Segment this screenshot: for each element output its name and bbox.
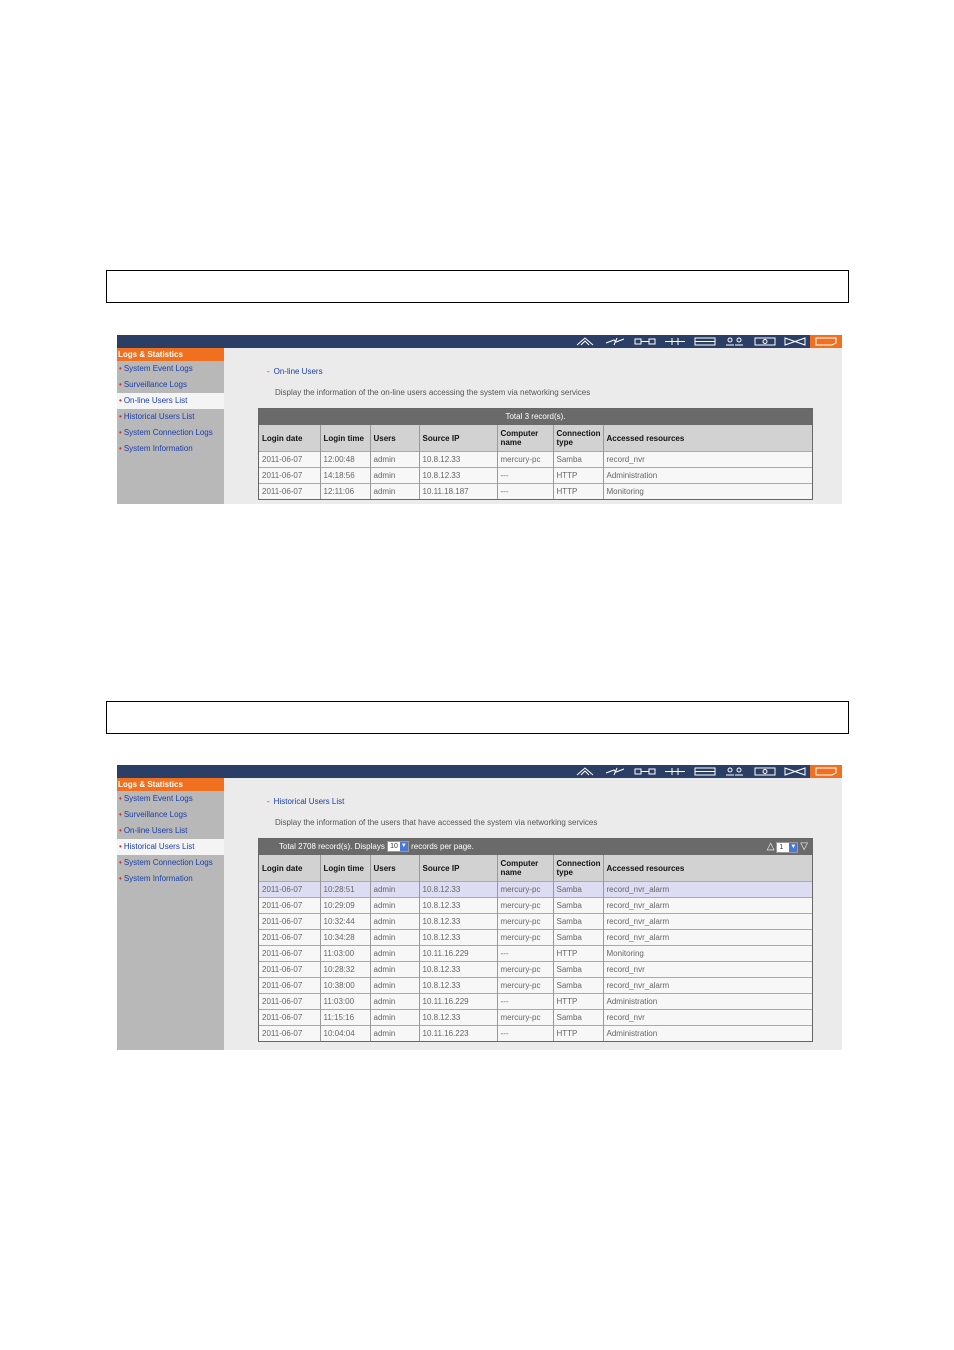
pager: [767, 839, 808, 855]
column-header-computer-name: Computer name: [497, 855, 553, 882]
cell-source-ip: 10.11.16.229: [419, 994, 497, 1010]
cell-source-ip: 10.8.12.33: [419, 978, 497, 994]
table-row[interactable]: [259, 994, 812, 1010]
cell-connection-type: HTTP: [553, 1026, 603, 1042]
column-header-source-ip: Source IP: [419, 855, 497, 882]
cell-users: admin: [370, 978, 419, 994]
cell-login-time: 10:29:09: [320, 898, 370, 914]
cell-accessed-resources: record_nvr_alarm: [603, 978, 812, 994]
cell-source-ip: 10.8.12.33: [419, 452, 497, 468]
cell-connection-type: Samba: [553, 962, 603, 978]
sidebar-item-surveillance-logs[interactable]: • Surveillance Logs: [119, 380, 187, 389]
cell-connection-type: Samba: [553, 1010, 603, 1026]
page-select[interactable]: 1 ▼: [776, 842, 798, 853]
table-row[interactable]: [259, 1026, 812, 1042]
table-row[interactable]: [259, 1010, 812, 1026]
cell-users: admin: [370, 914, 419, 930]
cell-source-ip: 10.8.12.33: [419, 468, 497, 484]
cell-accessed-resources: record_nvr_alarm: [603, 914, 812, 930]
cell-login-time: 11:03:00: [320, 994, 370, 1010]
cell-source-ip: 10.8.12.33: [419, 962, 497, 978]
table-row[interactable]: [259, 898, 812, 914]
total-records: Total 3 record(s).: [505, 412, 566, 421]
cell-users: admin: [370, 946, 419, 962]
historical-users-table: [258, 838, 813, 1042]
cell-connection-type: HTTP: [553, 946, 603, 962]
column-header-users: Users: [370, 425, 419, 452]
column-header-login-time: Login time: [320, 425, 370, 452]
cell-users: admin: [370, 1026, 419, 1042]
records-per-page-select[interactable]: 10 ▼: [387, 841, 409, 852]
cell-computer-name: mercury-pc: [497, 452, 553, 468]
historical-users-screenshot: [117, 765, 842, 1050]
cell-login-time: 11:15:16: [320, 1010, 370, 1026]
sidebar: [117, 348, 224, 504]
cell-source-ip: 10.11.18.187: [419, 484, 497, 500]
table-title-bar: [259, 839, 812, 855]
sidebar-item-online-users-list[interactable]: • On-line Users List: [117, 393, 224, 409]
cell-connection-type: Samba: [553, 978, 603, 994]
cell-computer-name: mercury-pc: [497, 930, 553, 946]
cell-source-ip: 10.11.16.223: [419, 1026, 497, 1042]
cell-connection-type: Samba: [553, 882, 603, 898]
cell-login-date: 2011-06-07: [259, 978, 320, 994]
column-header-login-time: Login time: [320, 855, 370, 882]
storage-icon[interactable]: [690, 765, 720, 778]
users-icon[interactable]: [720, 765, 750, 778]
column-header-source-ip: Source IP: [419, 425, 497, 452]
sidebar-item-online-users-list[interactable]: • On-line Users List: [119, 826, 188, 835]
cell-login-date: 2011-06-07: [259, 468, 320, 484]
cell-source-ip: 10.8.12.33: [419, 930, 497, 946]
cell-source-ip: 10.8.12.33: [419, 898, 497, 914]
cell-computer-name: ---: [497, 468, 553, 484]
table-header-row: [259, 425, 812, 452]
blank-text-box-2: [106, 701, 849, 734]
cell-accessed-resources: record_nvr_alarm: [603, 898, 812, 914]
cell-computer-name: mercury-pc: [497, 978, 553, 994]
home-icon[interactable]: [570, 335, 600, 348]
cell-computer-name: ---: [497, 1026, 553, 1042]
sidebar-title: Logs & Statistics: [117, 778, 224, 791]
cell-accessed-resources: Administration: [603, 1026, 812, 1042]
lightning-icon[interactable]: [600, 335, 630, 348]
cell-accessed-resources: Administration: [603, 468, 812, 484]
sidebar: [117, 778, 224, 1050]
sidebar-item-system-event-logs[interactable]: • System Event Logs: [119, 364, 193, 373]
cell-source-ip: 10.8.12.33: [419, 1010, 497, 1026]
chevron-down-icon: ▼: [400, 843, 407, 850]
table-row[interactable]: [259, 468, 812, 484]
cell-computer-name: ---: [497, 946, 553, 962]
column-header-users: Users: [370, 855, 419, 882]
chevron-down-icon: ▼: [790, 843, 797, 850]
table-row[interactable]: [259, 452, 812, 468]
cell-source-ip: 10.8.12.33: [419, 914, 497, 930]
table-row[interactable]: [259, 946, 812, 962]
cell-login-time: 10:28:32: [320, 962, 370, 978]
logs-icon[interactable]: [810, 335, 842, 348]
bowtie-icon[interactable]: [780, 765, 810, 778]
page-description: Display the information of the on-line users accessing the system via networking services: [275, 388, 591, 397]
column-header-computer-name: Computer name: [497, 425, 553, 452]
sidebar-item-system-connection-logs[interactable]: • System Connection Logs: [119, 858, 213, 867]
cell-source-ip: 10.8.12.33: [419, 882, 497, 898]
cell-users: admin: [370, 468, 419, 484]
network-icon[interactable]: [630, 335, 660, 348]
plug-icon[interactable]: [660, 765, 690, 778]
column-header-connection-type: Connection type: [553, 425, 603, 452]
cell-users: admin: [370, 882, 419, 898]
cell-source-ip: 10.11.16.229: [419, 946, 497, 962]
camera-icon[interactable]: [750, 765, 780, 778]
logs-icon[interactable]: [810, 765, 842, 778]
column-header-connection-type: Connection type: [553, 855, 603, 882]
top-nav-bar: [117, 335, 842, 348]
table-row[interactable]: [259, 962, 812, 978]
sidebar-item-system-connection-logs[interactable]: • System Connection Logs: [119, 428, 213, 437]
cell-accessed-resources: record_nvr_alarm: [603, 882, 812, 898]
displays-label: Displays: [354, 842, 385, 851]
cell-login-time: 10:32:44: [320, 914, 370, 930]
page-title: - Historical Users List: [267, 797, 345, 806]
cell-login-time: 10:28:51: [320, 882, 370, 898]
cell-login-date: 2011-06-07: [259, 914, 320, 930]
cell-users: admin: [370, 452, 419, 468]
cell-login-date: 2011-06-07: [259, 994, 320, 1010]
cell-connection-type: HTTP: [553, 468, 603, 484]
total-records-bar: [279, 839, 474, 855]
cell-users: admin: [370, 484, 419, 500]
cell-accessed-resources: record_nvr: [603, 962, 812, 978]
column-header-login-date: Login date: [259, 425, 320, 452]
cell-accessed-resources: Monitoring: [603, 484, 812, 500]
table-title-bar: [259, 409, 812, 425]
plug-icon[interactable]: [660, 335, 690, 348]
cell-accessed-resources: record_nvr_alarm: [603, 930, 812, 946]
cell-connection-type: Samba: [553, 930, 603, 946]
online-users-screenshot: [117, 335, 842, 504]
cell-login-time: 14:18:56: [320, 468, 370, 484]
sidebar-item-system-event-logs[interactable]: • System Event Logs: [119, 794, 193, 803]
cell-login-date: 2011-06-07: [259, 1010, 320, 1026]
home-icon[interactable]: [570, 765, 600, 778]
network-icon[interactable]: [630, 765, 660, 778]
cell-connection-type: Samba: [553, 452, 603, 468]
cell-login-time: 10:04:04: [320, 1026, 370, 1042]
cell-connection-type: Samba: [553, 898, 603, 914]
cell-connection-type: Samba: [553, 914, 603, 930]
cell-computer-name: ---: [497, 484, 553, 500]
cell-login-time: 11:03:00: [320, 946, 370, 962]
page-up-icon[interactable]: △: [766, 841, 775, 852]
cell-login-time: 12:11:06: [320, 484, 370, 500]
cell-login-date: 2011-06-07: [259, 452, 320, 468]
camera-icon[interactable]: [750, 335, 780, 348]
cell-users: admin: [370, 962, 419, 978]
cell-computer-name: mercury-pc: [497, 882, 553, 898]
storage-icon[interactable]: [690, 335, 720, 348]
cell-connection-type: HTTP: [553, 994, 603, 1010]
bowtie-icon[interactable]: [780, 335, 810, 348]
cell-login-time: 12:00:48: [320, 452, 370, 468]
cell-computer-name: mercury-pc: [497, 914, 553, 930]
cell-accessed-resources: record_nvr: [603, 1010, 812, 1026]
cell-connection-type: HTTP: [553, 484, 603, 500]
column-header-accessed-resources: Accessed resources: [603, 855, 812, 882]
cell-login-date: 2011-06-07: [259, 946, 320, 962]
cell-login-time: 10:38:00: [320, 978, 370, 994]
cell-login-time: 10:34:28: [320, 930, 370, 946]
cell-accessed-resources: record_nvr: [603, 452, 812, 468]
cell-login-date: 2011-06-07: [259, 930, 320, 946]
cell-login-date: 2011-06-07: [259, 882, 320, 898]
sidebar-title: Logs & Statistics: [117, 348, 224, 361]
cell-accessed-resources: Monitoring: [603, 946, 812, 962]
lightning-icon[interactable]: [600, 765, 630, 778]
column-header-accessed-resources: Accessed resources: [603, 425, 812, 452]
online-users-table: [258, 408, 813, 500]
sidebar-item-historical-users-list[interactable]: • Historical Users List: [117, 839, 224, 855]
cell-login-date: 2011-06-07: [259, 1026, 320, 1042]
blank-text-box-1: [106, 270, 849, 303]
cell-login-date: 2011-06-07: [259, 962, 320, 978]
cell-computer-name: mercury-pc: [497, 1010, 553, 1026]
cell-computer-name: mercury-pc: [497, 962, 553, 978]
cell-users: admin: [370, 994, 419, 1010]
sidebar-item-historical-users-list[interactable]: • Historical Users List: [119, 412, 195, 421]
page-description: Display the information of the users that have accessed the system via networking services: [275, 818, 598, 827]
sidebar-item-surveillance-logs[interactable]: • Surveillance Logs: [119, 810, 187, 819]
records-per-page-label: records per page.: [411, 842, 474, 851]
top-nav-bar: [117, 765, 842, 778]
cell-login-date: 2011-06-07: [259, 484, 320, 500]
page-down-icon[interactable]: ▽: [800, 841, 808, 852]
total-records: Total 2708 record(s).: [279, 842, 353, 851]
cell-computer-name: ---: [497, 994, 553, 1010]
column-header-login-date: Login date: [259, 855, 320, 882]
cell-users: admin: [370, 930, 419, 946]
table-row[interactable]: [259, 914, 812, 930]
cell-computer-name: mercury-pc: [497, 898, 553, 914]
cell-users: admin: [370, 898, 419, 914]
table-header-row: [259, 855, 812, 882]
users-icon[interactable]: [720, 335, 750, 348]
sidebar-item-system-information[interactable]: • System Information: [119, 444, 193, 453]
cell-users: admin: [370, 1010, 419, 1026]
cell-login-date: 2011-06-07: [259, 898, 320, 914]
table-row[interactable]: [259, 882, 812, 898]
sidebar-item-system-information[interactable]: • System Information: [119, 874, 193, 883]
table-row[interactable]: [259, 978, 812, 994]
page-title: - On-line Users: [267, 367, 323, 376]
table-row[interactable]: [259, 484, 812, 500]
cell-accessed-resources: Administration: [603, 994, 812, 1010]
table-row[interactable]: [259, 930, 812, 946]
